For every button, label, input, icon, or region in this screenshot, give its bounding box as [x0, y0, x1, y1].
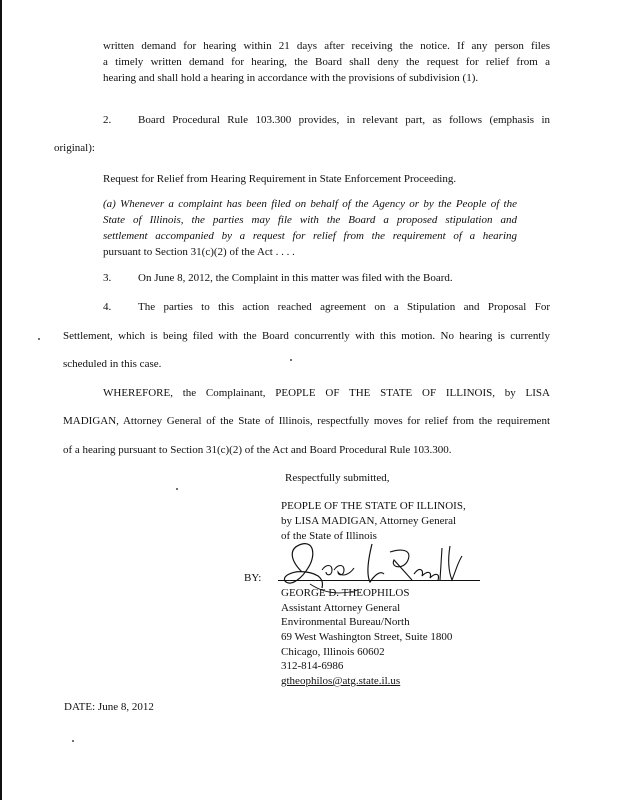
quote-line: settlement accompanied by a request for relief from the requirement of a hearing [103, 230, 517, 242]
signer-title: Assistant Attorney General [281, 602, 401, 614]
document-date: DATE: June 8, 2012 [64, 701, 154, 713]
page-left-edge [0, 0, 2, 800]
item-text: scheduled in this case. [63, 358, 162, 370]
item-number: 2. [103, 114, 112, 126]
quote-line: (a) Whenever a complaint has been filed on behalf of the Agency or by the People of the [103, 198, 517, 210]
closing: Respectfully submitted, [285, 472, 390, 484]
signer-city: Chicago, Illinois 60602 [281, 646, 385, 658]
wherefore-line: WHEREFORE, the Complainant, PEOPLE OF THE STATE OF ILLINOIS, by LISA [103, 387, 550, 399]
signer-email[interactable]: gtheophilos@atg.state.il.us [281, 675, 401, 687]
item-number: 4. [103, 301, 112, 313]
quote-line: State of Illinois, the parties may file with the Board a proposed stipulation and [103, 214, 517, 226]
paragraph-line: hearing and shall hold a hearing in accordance with the provisions of subdivision (1). [103, 72, 479, 84]
wherefore-line: MADIGAN, Attorney General of the State of Illinois, respectfully moves for relief from the requirement [63, 415, 550, 427]
scan-speck [176, 488, 178, 490]
by-label: BY: [244, 572, 262, 584]
quote-line: pursuant to Section 31(c)(2) of the Act . . . . [103, 246, 295, 258]
signature-party: PEOPLE OF THE STATE OF ILLINOIS, [281, 500, 466, 512]
scan-speck [38, 338, 40, 340]
paragraph-line: written demand for hearing within 21 days after receiving the notice. If any person files [103, 40, 550, 52]
signer-phone: 312-814-6986 [281, 660, 344, 672]
signer-name: GEORGE D. THEOPHILOS [281, 587, 410, 599]
item-text: On June 8, 2012, the Complaint in this matter was filed with the Board. [138, 272, 453, 284]
item-text: The parties to this action reached agreement on a Stipulation and Proposal For [138, 301, 550, 313]
item-text: Board Procedural Rule 103.300 provides, in relevant part, as follows (emphasis in [138, 114, 550, 126]
wherefore-line: of a hearing pursuant to Section 31(c)(2) of the Act and Board Procedural Rule 103.300. [63, 444, 452, 456]
item-text: Settlement, which is being filed with the Board concurrently with this motion. No hearing is currently [63, 330, 550, 342]
signature-party: by LISA MADIGAN, Attorney General [281, 515, 457, 527]
signature-line [278, 580, 480, 581]
signature-party: of the State of Illinois [281, 530, 377, 542]
signer-street: 69 West Washington Street, Suite 1800 [281, 631, 453, 643]
signer-bureau: Environmental Bureau/North [281, 616, 410, 628]
item-text: original): [54, 142, 95, 154]
scan-speck [290, 359, 292, 361]
item-number: 3. [103, 272, 112, 284]
paragraph-line: a timely written demand for hearing, the Board shall deny the request for relief from a [103, 56, 550, 68]
scan-speck [72, 740, 74, 742]
quote-heading: Request for Relief from Hearing Requirement in State Enforcement Proceeding. [103, 173, 457, 185]
